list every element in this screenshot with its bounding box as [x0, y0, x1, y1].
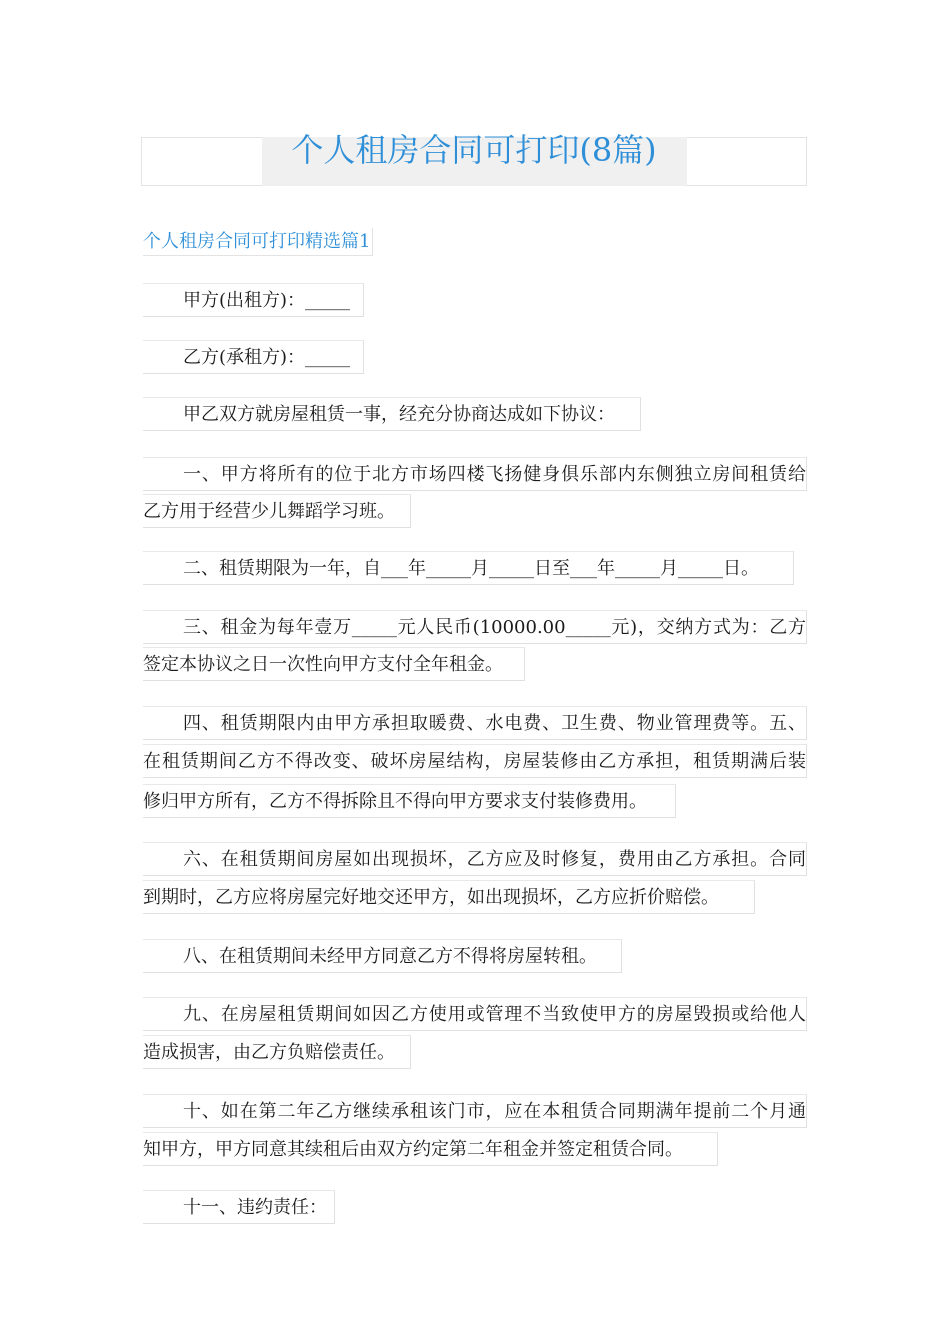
clause-10-line-2: 知甲方，甲方同意其续租后由双方约定第二年租金并签定租赁合同。 [143, 1132, 718, 1166]
clause-1-line-1: 一、甲方将所有的位于北方市场四楼飞扬健身俱乐部内东侧独立房间租赁给 [143, 457, 807, 491]
clause-8: 八、在租赁期间未经甲方同意乙方不得将房屋转租。 [143, 939, 622, 973]
clause-3-line-1: 三、租金为每年壹万_____元人民币(10000.00_____元)，交纳方式为：乙方 [143, 610, 807, 644]
clause-6-line-1: 六、在租赁期间房屋如出现损坏，乙方应及时修复，费用由乙方承担。合同 [143, 842, 807, 876]
party-b-line: 乙方(承租方)：_____ [143, 340, 364, 374]
clause-9-line-2: 造成损害，由乙方负赔偿责任。 [143, 1035, 411, 1069]
section-heading: 个人租房合同可打印精选篇1 [143, 228, 373, 256]
agreement-intro: 甲乙双方就房屋租赁一事，经充分协商达成如下协议： [143, 397, 641, 431]
clause-9-line-1: 九、在房屋租赁期间如因乙方使用或管理不当致使甲方的房屋毁损或给他人 [143, 997, 807, 1031]
clause-1-line-2: 乙方用于经营少儿舞蹈学习班。 [143, 494, 411, 528]
clause-5-line-2: 修归甲方所有，乙方不得拆除且不得向甲方要求支付装修费用。 [143, 784, 676, 818]
clause-2: 二、租赁期限为一年，自___年_____月_____日至___年_____月_____日。 [143, 551, 794, 585]
clause-11-heading: 十一、违约责任： [143, 1190, 335, 1224]
page-title: 个人租房合同可打印(8篇) [291, 131, 657, 169]
party-a-line: 甲方(出租方)：_____ [143, 283, 364, 317]
clause-6-line-2: 到期时，乙方应将房屋完好地交还甲方，如出现损坏，乙方应折价赔偿。 [143, 880, 755, 914]
clause-10-line-1: 十、如在第二年乙方继续承租该门市，应在本租赁合同期满年提前二个月通 [143, 1094, 807, 1128]
clause-3-line-2: 签定本协议之日一次性向甲方支付全年租金。 [143, 647, 525, 681]
clause-4-line-1: 四、租赁期限内由甲方承担取暖费、水电费、卫生费、物业管理费等。五、 [143, 706, 807, 740]
clause-5-line-1: 在租赁期间乙方不得改变、破坏房屋结构，房屋装修由乙方承担，租赁期满后装 [143, 744, 807, 778]
